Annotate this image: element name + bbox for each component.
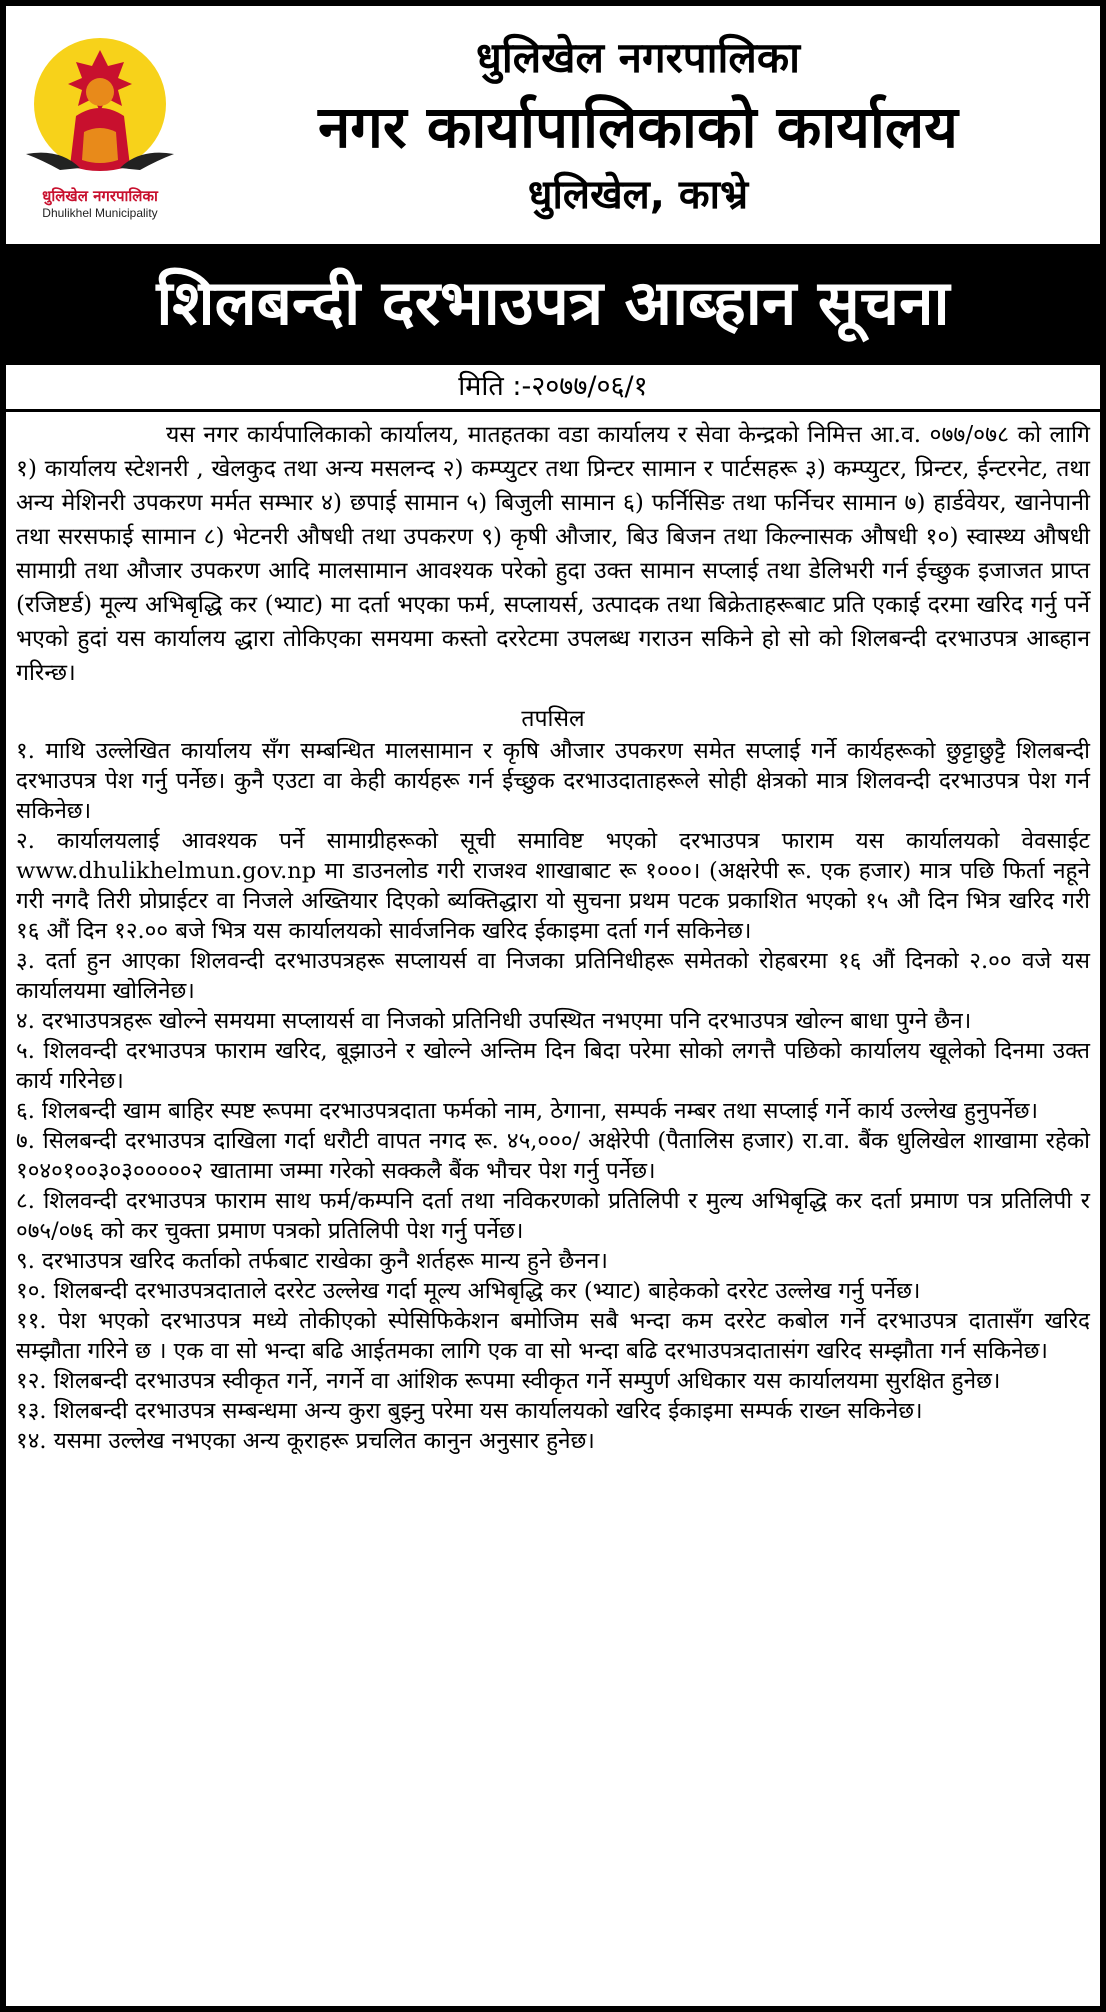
intro-paragraph: यस नगर कार्यपालिकाको कार्यालय, मातहतका वडा कार्यालय र सेवा केन्द्रको निमित्त आ.व. ०७७/०७८ को लागि १) कार्यालय स्टेशनरी , खेलकुद तथा अन्य मसलन्द २) कम्प्युटर तथा प्रिन्टर सामान र पार्टसहरू ३) कम्प्युटर, प्रिन्टर, ईन्टरनेट, तथा अन्य मेशिनरी उपकरण मर्मत सम्भार ४) छपाई सामान ५) बिजुली सामान ६) फर्निसिङ तथा फर्निचर सामान ७) हार्डवेयर, खानेपानी तथा सरसफाई सामान ८) भेटनरी औषधी तथा उपकरण ९) कृषी औजार, बिउ बिजन तथा किल्नासक औषधी १०) स्वास्थ्य औषधी सामाग्री तथा औजार उपकरण आदि मालसामान आवश्यक परेको हुदा उक्त सामान सप्लाई तथा डेलिभरी गर्न ईच्छुक इजाजत प्राप्त (रजिष्टर्ड) मूल्य अभिबृद्धि कर (भ्याट) मा दर्ता भएका फर्म, सप्लायर्स, उत्पादक तथा बिक्रेताहरूबाट प्रति एकाई दरमा खरिद गर्नु पर्ने भएको हुदां यस कार्यालय द्धारा तोकिएका समयमा कस्तो दररेटमा उपलब्ध गराउन सकिने हो सो को शिलबन्दी दरभाउपत्र आब्हान गरिन्छ।: [16, 422, 1090, 686]
municipality-logo: [20, 36, 180, 220]
term-item: ६. शिलबन्दी खाम बाहिर स्पष्ट रूपमा दरभाउपत्रदाता फर्मको नाम, ठेगाना, सम्पर्क नम्बर तथा सप्लाई गर्ने कार्य उल्लेख हुनुपर्नेछ।: [16, 1098, 1039, 1124]
letterhead-text: [176, 6, 1100, 220]
term-item: ८. शिलवन्दी दरभाउपत्र फाराम साथ फर्म/कम्पनि दर्ता तथा नविकरणको प्रतिलिपी र मुल्य अभिबृद्धि कर दर्ता प्रमाण पत्र प्रतिलिपी र ०७५/०७६ को कर चुक्ता प्रमाण पत्रको प्रतिलिपी पेश गर्नु पर्नेछ।: [16, 1188, 1090, 1244]
notice-date: मिति :-२०७७/०६/१: [6, 362, 1100, 412]
term-item: १३. शिलबन्दी दरभाउपत्र सम्बन्धमा अन्य कुरा बुझ्नु परेमा यस कार्यालयको खरिद ईकाइमा सम्पर्क राख्न सकिनेछ।: [16, 1398, 923, 1424]
term-item: १. माथि उल्लेखित कार्यालय सँग सम्बन्धित मालसामान र कृषि औजार उपकरण समेत सप्लाई गर्ने कार्यहरूको छुट्टाछुट्टै शिलबन्दी दरभाउपत्र पेश गर्नु पर्नेछ। कुनै एउटा वा केही कार्यहरू गर्न ईच्छुक दरभाउदाताहरूले सोही क्षेत्रको मात्र शिलवन्दी दरभाउपत्र पेश गर्न सकिनेछ।: [16, 738, 1090, 824]
term-item: ९. दरभाउपत्र खरिद कर्ताको तर्फबाट राखेका कुनै शर्तहरू मान्य हुने छैनन।: [16, 1248, 608, 1274]
term-item: ३. दर्ता हुन आएका शिलवन्दी दरभाउपत्रहरू सप्लायर्स वा निजका प्रतिनिधीहरू समेतको रोहबरमा १६ औं दिनको २.०० वजे यस कार्यालयमा खोलिनेछ।: [16, 948, 1090, 1004]
logo-caption-english: Dhulikhel Municipality: [42, 206, 158, 220]
letterhead: [6, 6, 1100, 244]
term-item: ४. दरभाउपत्रहरू खोल्ने समयमा सप्लायर्स वा निजको प्रतिनिधी उपस्थित नभएमा पनि दरभाउपत्र खोल्न बाधा पुग्ने छैन।: [16, 1008, 972, 1034]
details-heading: तपसिल: [521, 706, 585, 732]
logo-caption-nepali: धुलिखेल नगरपालिका: [42, 187, 158, 205]
municipality-name: धुलिखेल नगरपालिका: [476, 33, 800, 82]
term-item: १२. शिलबन्दी दरभाउपत्र स्वीकृत गर्ने, नगर्ने वा आंशिक रूपमा स्वीकृत गर्ने सम्पुर्ण अधिकार यस कार्यालयमा सुरक्षित हुनेछ।: [16, 1368, 1001, 1394]
terms-list: [16, 736, 1090, 1456]
term-item: ५. शिलवन्दी दरभाउपत्र फाराम खरिद, बूझाउने र खोल्ने अन्तिम दिन बिदा परेमा सोको लगत्तै पछिको कार्यालय खूलेको दिनमा उक्त कार्य गरिनेछ।: [16, 1038, 1090, 1094]
notice-title-banner: शिलबन्दी दरभाउपत्र आब्हान सूचना: [6, 244, 1100, 362]
office-location: धुलिखेल, काभ्रे: [527, 172, 749, 218]
term-item: ७. सिलबन्दी दरभाउपत्र दाखिला गर्दा धरौटी वापत नगद रू. ४५,०००/ अक्षेरेपी (पैतालिस हजार) रा.वा. बैंक धुलिखेल शाखामा रहेको १०४०१००३०३०००००२ खातामा जम्मा गरेको सक्कलै बैंक भौचर पेश गर्नु पर्नेछ।: [16, 1128, 1090, 1184]
term-item: २. कार्यालयलाई आवश्यक पर्ने सामाग्रीहरूको सूची समाविष्ट भएको दरभाउपत्र फाराम यस कार्यालयको वेवसाईट www.dhulikhelmun.gov.np मा डाउनलोड गरी राजश्व शाखाबाट रू १०००। (अक्षरेपी रू. एक हजार) मात्र पछि फिर्ता नहूने गरी नगदै तिरी प्रोप्राईटर वा निजले अख्तियार दिएको ब्यक्तिद्धारा यो सुचना प्रथम पटक प्रकाशित भएको १५ औ दिन भित्र खरिद गरी १६ औं दिन १२.०० बजे भित्र यस कार्यालयको सार्वजनिक खरिद ईकाइमा दर्ता गर्न सकिनेछ।: [16, 828, 1090, 944]
office-name: नगर कार्यापालिकाको कार्यालय: [318, 93, 958, 161]
municipality-emblem-icon: [20, 36, 180, 186]
term-item: ११. पेश भएको दरभाउपत्र मध्ये तोकीएको स्पेसिफिकेशन बमोजिम सबै भन्दा कम दररेट कबोल गर्ने दरभाउपत्र दातासँग खरिद सम्झौता गरिने छ । एक वा सो भन्दा बढि आईतमका लागि एक वा सो भन्दा बढि दरभाउपत्रदातासंग खरिद सम्झौता गर्न सकिनेछ।: [16, 1308, 1090, 1364]
term-item: १०. शिलबन्दी दरभाउपत्रदाताले दररेट उल्लेख गर्दा मूल्य अभिबृद्धि कर (भ्याट) बाहेकको दररेट उल्लेख गर्नु पर्नेछ।: [16, 1278, 921, 1304]
term-item: १४. यसमा उल्लेख नभएका अन्य कूराहरू प्रचलित कानुन अनुसार हुनेछ।: [16, 1428, 595, 1454]
notice-body: [6, 412, 1100, 1456]
